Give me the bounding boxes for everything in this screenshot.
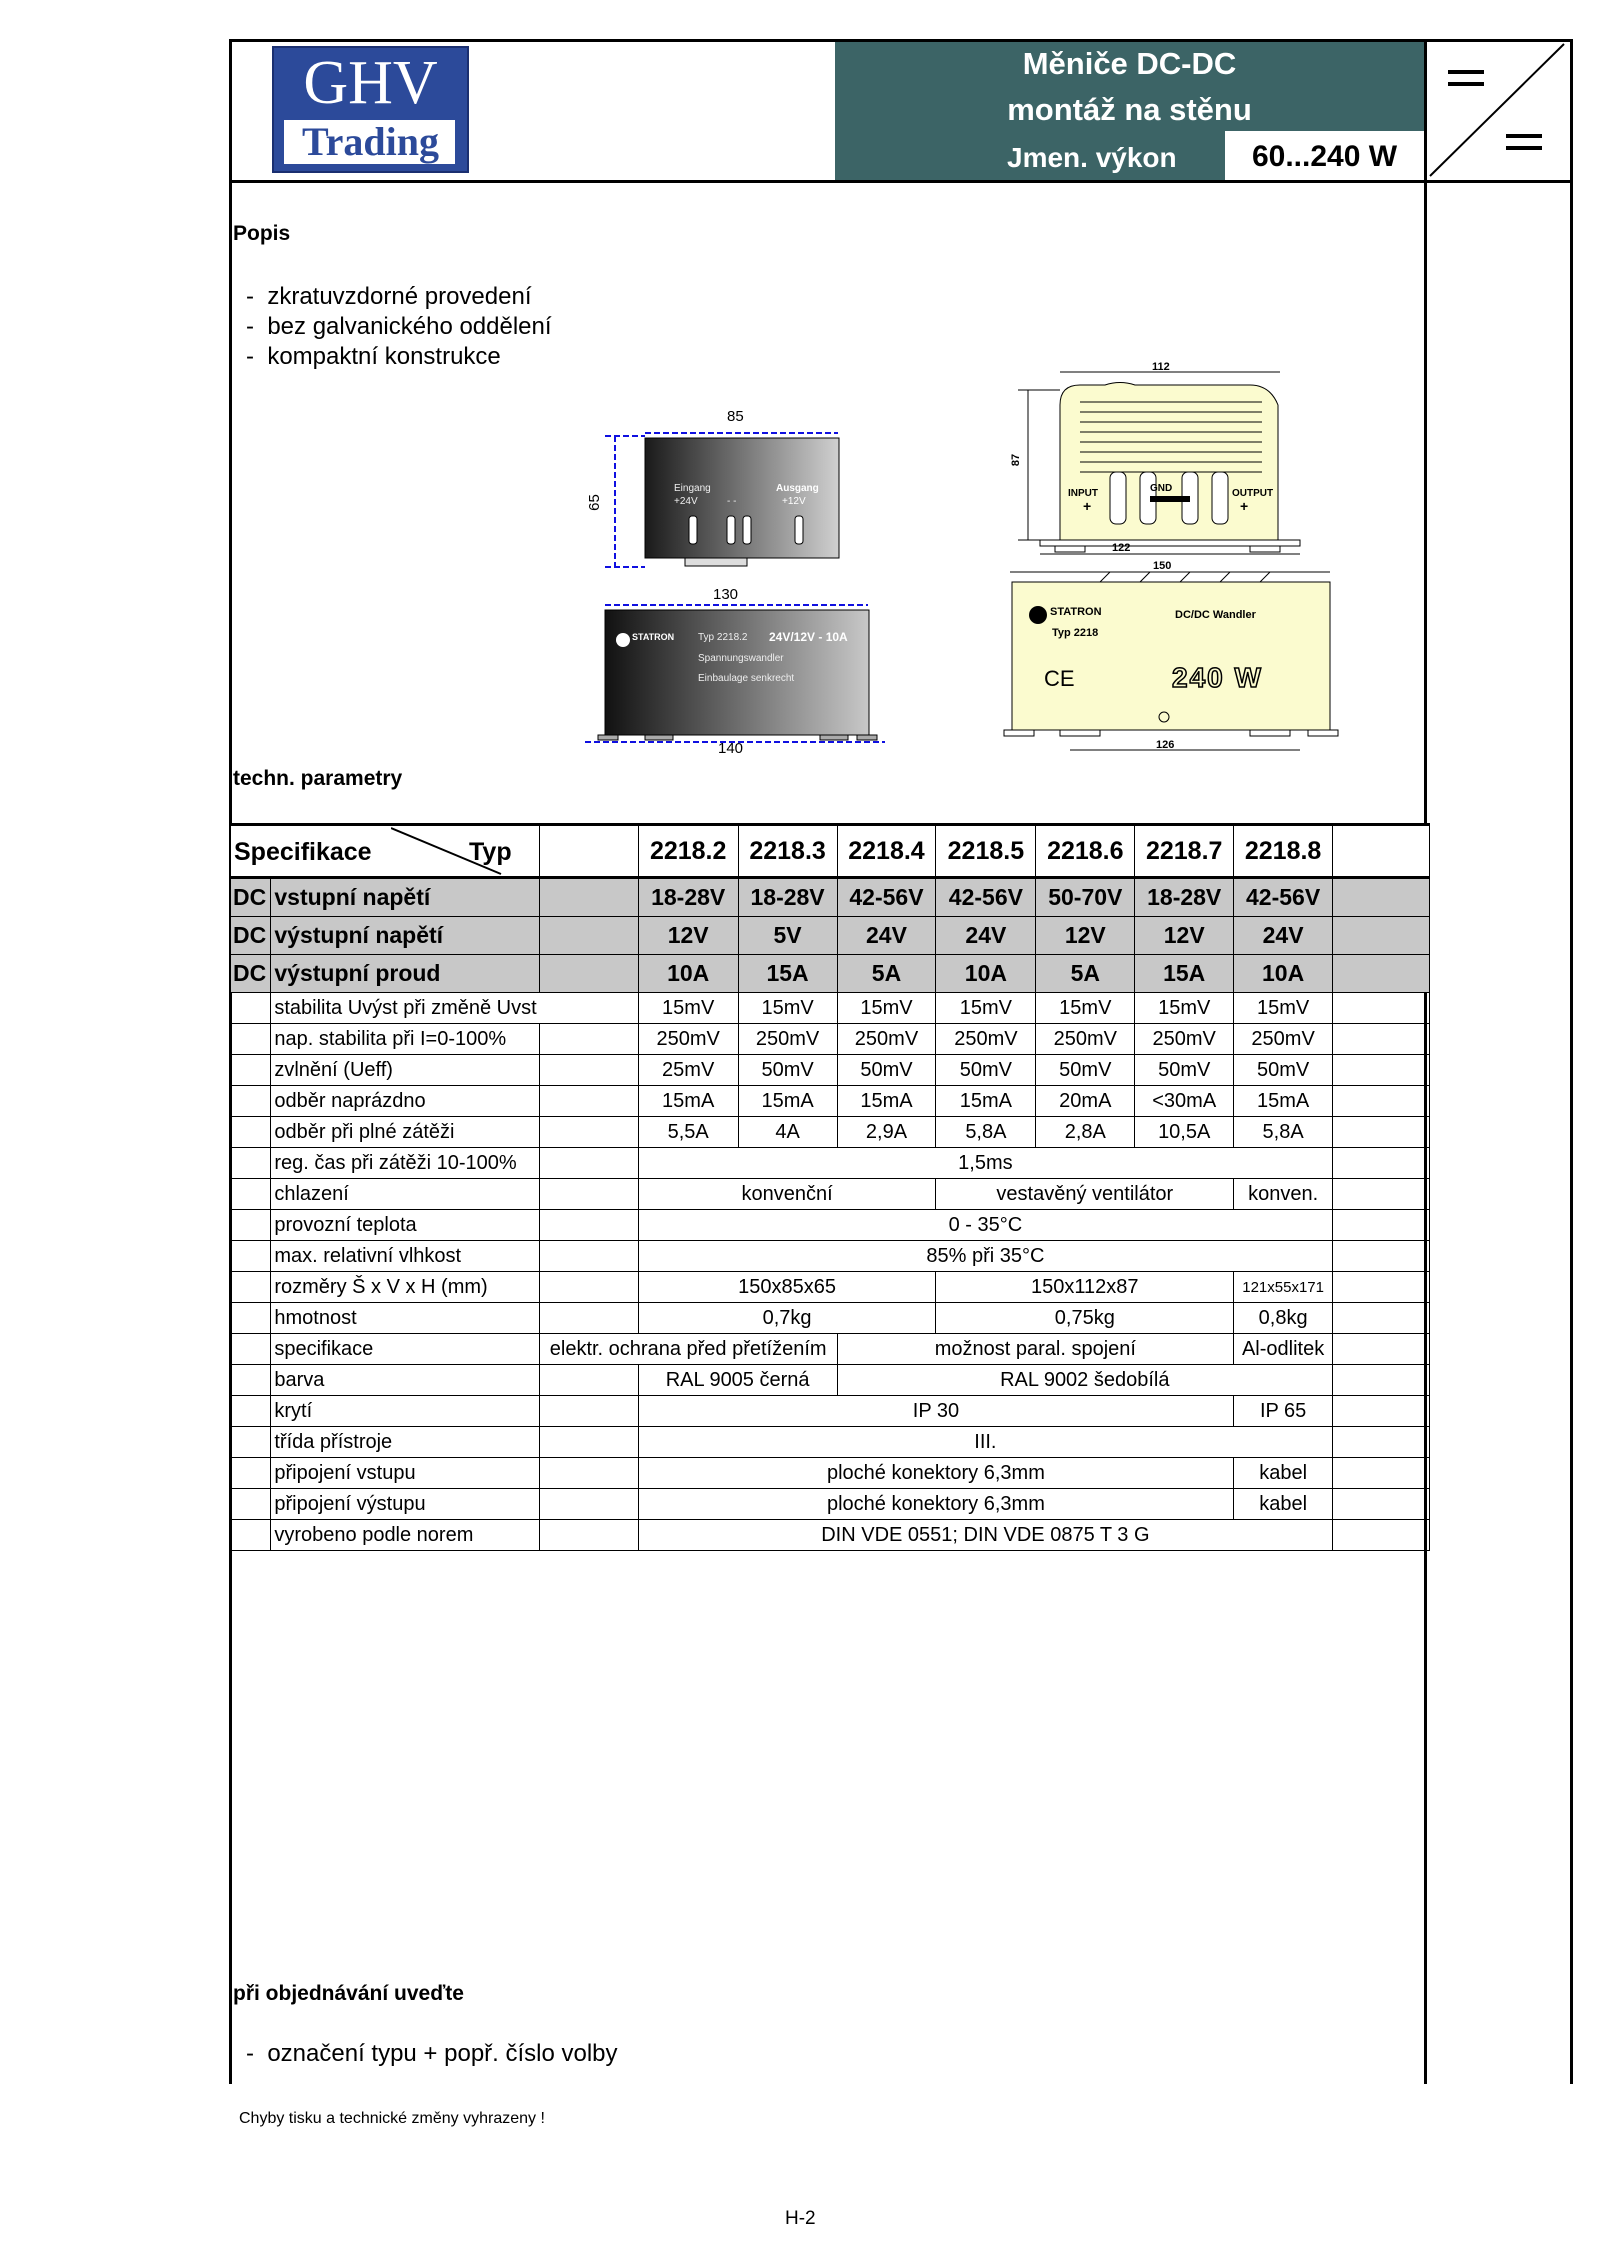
dim-130: 130 — [713, 586, 739, 603]
right-wandler: DC/DC Wandler — [1175, 609, 1256, 621]
table-row-input-voltage: DC vstupní napětí 18-28V 18-28V 42-56V 42-56V 50-70V 18-28V 42-56V — [231, 878, 1430, 917]
table-row: vyrobeno podle norem DIN VDE 0551; DIN VDE 0875 T 3 G — [231, 1520, 1430, 1551]
ce-mark: CE — [1044, 666, 1075, 691]
typ-label: Typ — [469, 838, 512, 866]
label-gnd: GND — [1150, 483, 1173, 494]
dim-150: 150 — [1153, 560, 1172, 572]
type-col-6: 2218.7 — [1135, 825, 1234, 878]
table-row: barva RAL 9005 černá RAL 9002 šedobílá — [231, 1365, 1430, 1396]
footer-note: Chyby tisku a technické změny vyhrazeny ! — [239, 2110, 545, 2127]
spec-label: Specifikace — [234, 838, 372, 866]
type-col-7: 2218.8 — [1234, 825, 1333, 878]
order-bullet: - označení typu + popř. číslo volby — [246, 2040, 618, 2067]
table-row: nap. stabilita při I=0-100% 250mV 250mV 250mV 250mV 250mV 250mV 250mV — [231, 1024, 1430, 1055]
table-row: reg. čas při zátěži 10-100% 1,5ms — [231, 1148, 1430, 1179]
spec-table — [230, 823, 1430, 1551]
logo-line1: GHV — [303, 49, 438, 117]
type-col-3: 2218.4 — [837, 825, 936, 878]
label-minus: - - — [727, 496, 737, 507]
header-title-1: Měniče DC-DC — [1022, 46, 1237, 81]
table-row: stabilita Uvýst při změně Uvst 15mV 15mV 15mV 15mV 15mV 15mV 15mV — [231, 993, 1430, 1024]
logo-line2: Trading — [301, 119, 440, 164]
table-row: provozní teplota 0 - 35°C — [231, 1210, 1430, 1241]
table-row: krytí IP 30 IP 65 — [231, 1396, 1430, 1427]
table-row-output-voltage: DC výstupní napětí 12V 5V 24V 24V 12V 12V 24V — [231, 917, 1430, 955]
table-row: chlazení konvenční vestavěný ventilátor konven. — [231, 1179, 1430, 1210]
order-heading: při objednávání uveďte — [233, 1982, 464, 2005]
tech-heading: techn. parametry — [233, 767, 403, 790]
table-row: odběr při plné zátěži 5,5A 4A 2,9A 5,8A 2,8A 10,5A 5,8A — [231, 1117, 1430, 1148]
description-bullet-3: - kompaktní konstrukce — [246, 343, 501, 370]
brand-statron-right: STATRON — [1050, 606, 1102, 618]
dim-65: 65 — [585, 494, 603, 511]
table-row: specifikace elektr. ochrana před přetížením možnost paral. spojení Al-odlitek — [231, 1334, 1430, 1365]
description-heading: Popis — [233, 222, 291, 245]
power-value: 60...240 W — [1251, 140, 1398, 173]
table-header-row — [231, 825, 1430, 878]
right-typ: Typ 2218 — [1052, 627, 1099, 639]
type-col-5: 2218.6 — [1036, 825, 1135, 878]
label-24v: +24V — [674, 496, 698, 507]
left-typ: Typ 2218.2 — [698, 632, 748, 643]
type-col-1: 2218.2 — [638, 825, 738, 878]
plus-output: + — [1240, 498, 1249, 514]
table-row-output-current: DC výstupní proud 10A 15A 5A 10A 5A 15A 10A — [231, 955, 1430, 993]
header-title-2: montáž na stěnu — [1007, 92, 1252, 127]
table-row: připojení výstupu ploché konektory 6,3mm kabel — [231, 1489, 1430, 1520]
dc-dc-symbol-icon — [1426, 42, 1570, 180]
table-row: zvlnění (Ueff) 25mV 50mV 50mV 50mV 50mV 50mV 50mV — [231, 1055, 1430, 1086]
dim-112: 112 — [1152, 361, 1170, 373]
type-col-2: 2218.3 — [738, 825, 837, 878]
table-row: hmotnost 0,7kg 0,75kg 0,8kg — [231, 1303, 1430, 1334]
drawing-small-converter — [585, 400, 905, 760]
left-rating: 24V/12V - 10A — [769, 630, 848, 644]
table-row: rozměry Š x V x H (mm) 150x85x65 150x112x87 121x55x171 — [231, 1272, 1430, 1303]
description-bullet-1: - zkratuvzdorné provedení — [246, 283, 532, 310]
dim-87: 87 — [1010, 453, 1023, 467]
label-eingang: Eingang — [674, 483, 711, 494]
page-number: H-2 — [785, 2208, 816, 2229]
brand-statron-left: STATRON — [632, 632, 675, 642]
dim-140: 140 — [718, 740, 744, 757]
dim-126: 126 — [1156, 739, 1175, 751]
power-label: Jmen. výkon — [1007, 142, 1177, 173]
label-ausgang: Ausgang — [776, 483, 819, 494]
label-input: INPUT — [1068, 488, 1098, 499]
plus-input: + — [1083, 498, 1092, 514]
right-power: 240 W — [1172, 662, 1263, 693]
left-line3: Einbaulage senkrecht — [698, 673, 795, 684]
logo — [272, 46, 469, 173]
table-row: připojení vstupu ploché konektory 6,3mm kabel — [231, 1458, 1430, 1489]
table-row: třída přístroje III. — [231, 1427, 1430, 1458]
label-output: OUTPUT — [1232, 488, 1274, 499]
table-row: max. relativní vlhkost 85% při 35°C — [231, 1241, 1430, 1272]
label-12v: +12V — [782, 496, 806, 507]
dim-85: 85 — [727, 408, 744, 425]
left-line2: Spannungswandler — [698, 653, 784, 664]
dim-122: 122 — [1112, 542, 1131, 554]
description-bullet-2: - bez galvanického oddělení — [246, 313, 552, 340]
table-row: odběr naprázdno 15mA 15mA 15mA 15mA 20mA <30mA 15mA — [231, 1086, 1430, 1117]
spec-typ-cell — [231, 825, 540, 878]
type-col-4: 2218.5 — [936, 825, 1036, 878]
